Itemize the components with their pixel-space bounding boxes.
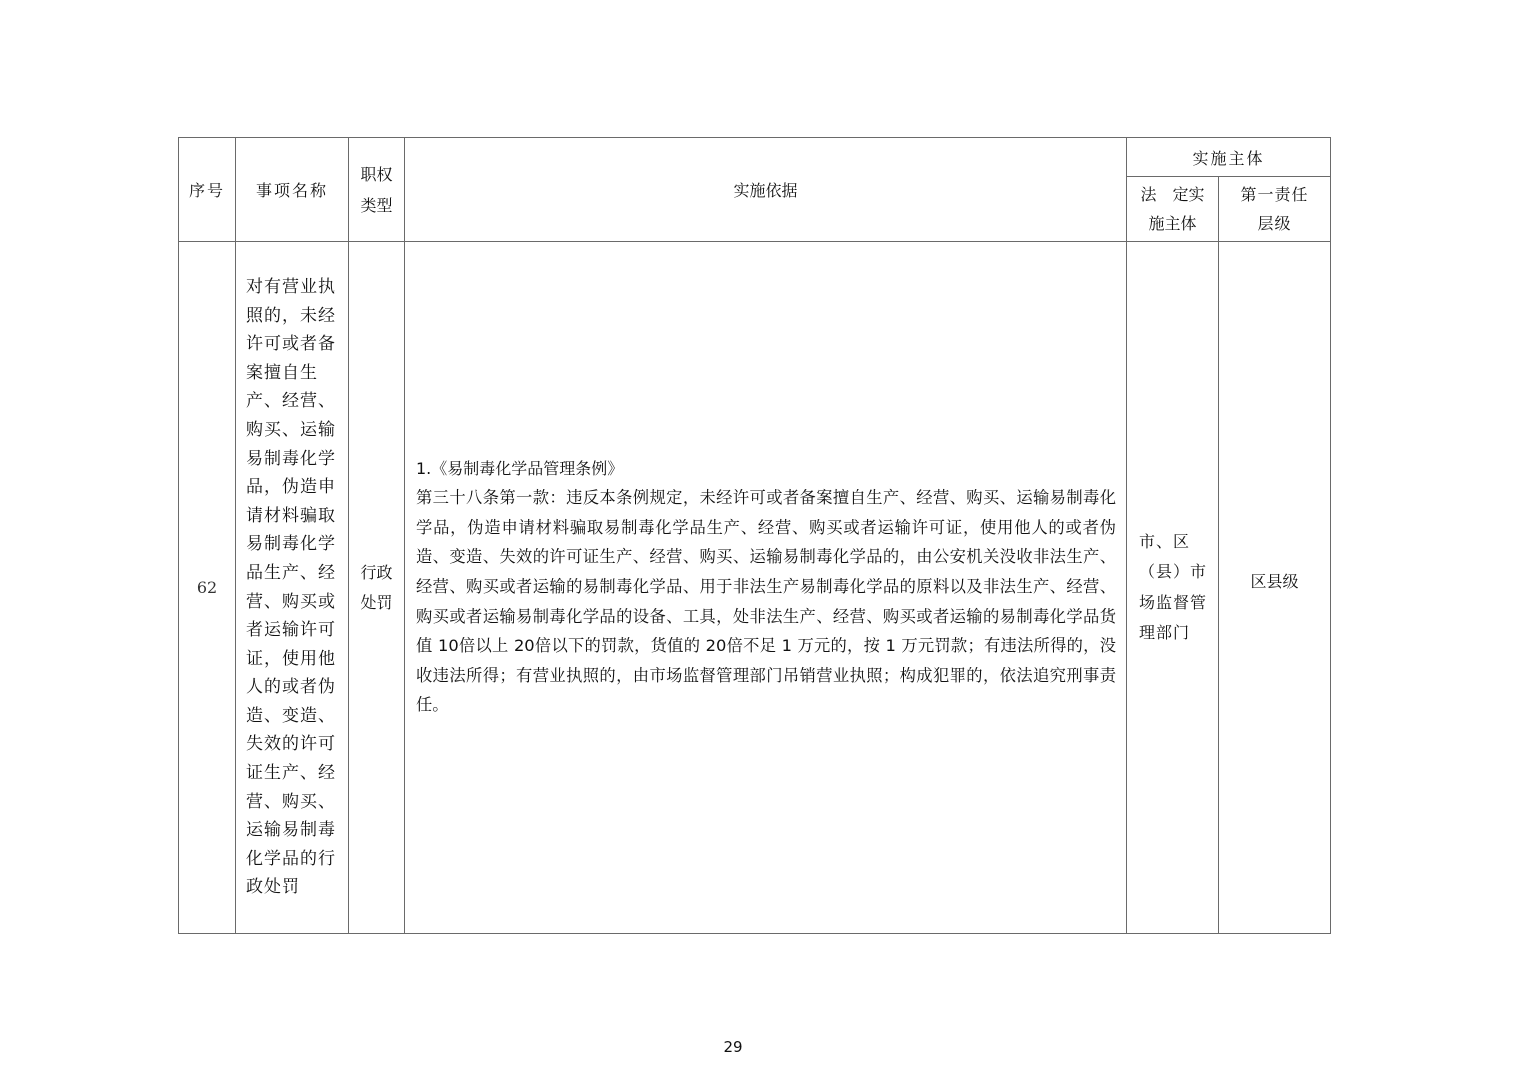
header-authority-type: 职权类型: [349, 138, 405, 242]
cell-authority-type: 行政处罚: [349, 242, 405, 934]
cell-basis: [405, 242, 1127, 934]
page-number: 29: [723, 1038, 743, 1056]
header-item-name: 事项名称: [236, 138, 349, 242]
table-row: [179, 242, 1331, 934]
header-subject-group: 实施主体: [1127, 138, 1331, 177]
cell-item-name: 对有营业执照的，未经许可或者备案擅自生产、经营、购买、运输易制毒化学品，伪造申请材料骗取易制毒化学品生产、经营、购买或者运输许可证，使用他人的或者伪造、变造、失效的许可证生产、经营、购买、运输易制毒化学品的行政处罚: [236, 242, 349, 934]
header-legal-subject: 法 定实施主体: [1127, 177, 1219, 242]
header-basis: 实施依据: [405, 138, 1127, 242]
header-seq: 序号: [179, 138, 236, 242]
basis-title: 1.《易制毒化学品管理条例》: [416, 459, 624, 479]
cell-first-level: 区县级: [1219, 242, 1331, 934]
authority-table: [178, 137, 1331, 934]
header-first-level: 第一责任层级: [1219, 177, 1331, 242]
basis-text: 第三十八条第一款：违反本条例规定，未经许可或者备案擅自生产、经营、购买、运输易制毒化学品，伪造申请材料骗取易制毒化学品生产、经营、购买或者运输许可证，使用他人的或者伪造、变造、失效的许可证生产、经营、购买、运输易制毒化学品的，由公安机关没收非法生产、经营、购买或者运输的易制毒化学品、用于非法生产易制毒化学品的原料以及非法生产、经营、购买或者运输易制毒化学品的设备、工具，处非法生产、经营、购买或者运输的易制毒化学品货值 10倍以上 20倍以下的罚款，货值的 20倍不足 1 万元的，按 1 万元罚款；有违法所得的，没收违法所得；有营业执照的，由市场监督管理部门吊销营业执照；构成犯罪的，依法追究刑事责任。: [416, 488, 1116, 715]
cell-seq: 62: [179, 242, 236, 934]
table-header-row: [179, 138, 1331, 177]
cell-legal-subject: 市、区（县）市场监督管理部门: [1127, 242, 1219, 934]
